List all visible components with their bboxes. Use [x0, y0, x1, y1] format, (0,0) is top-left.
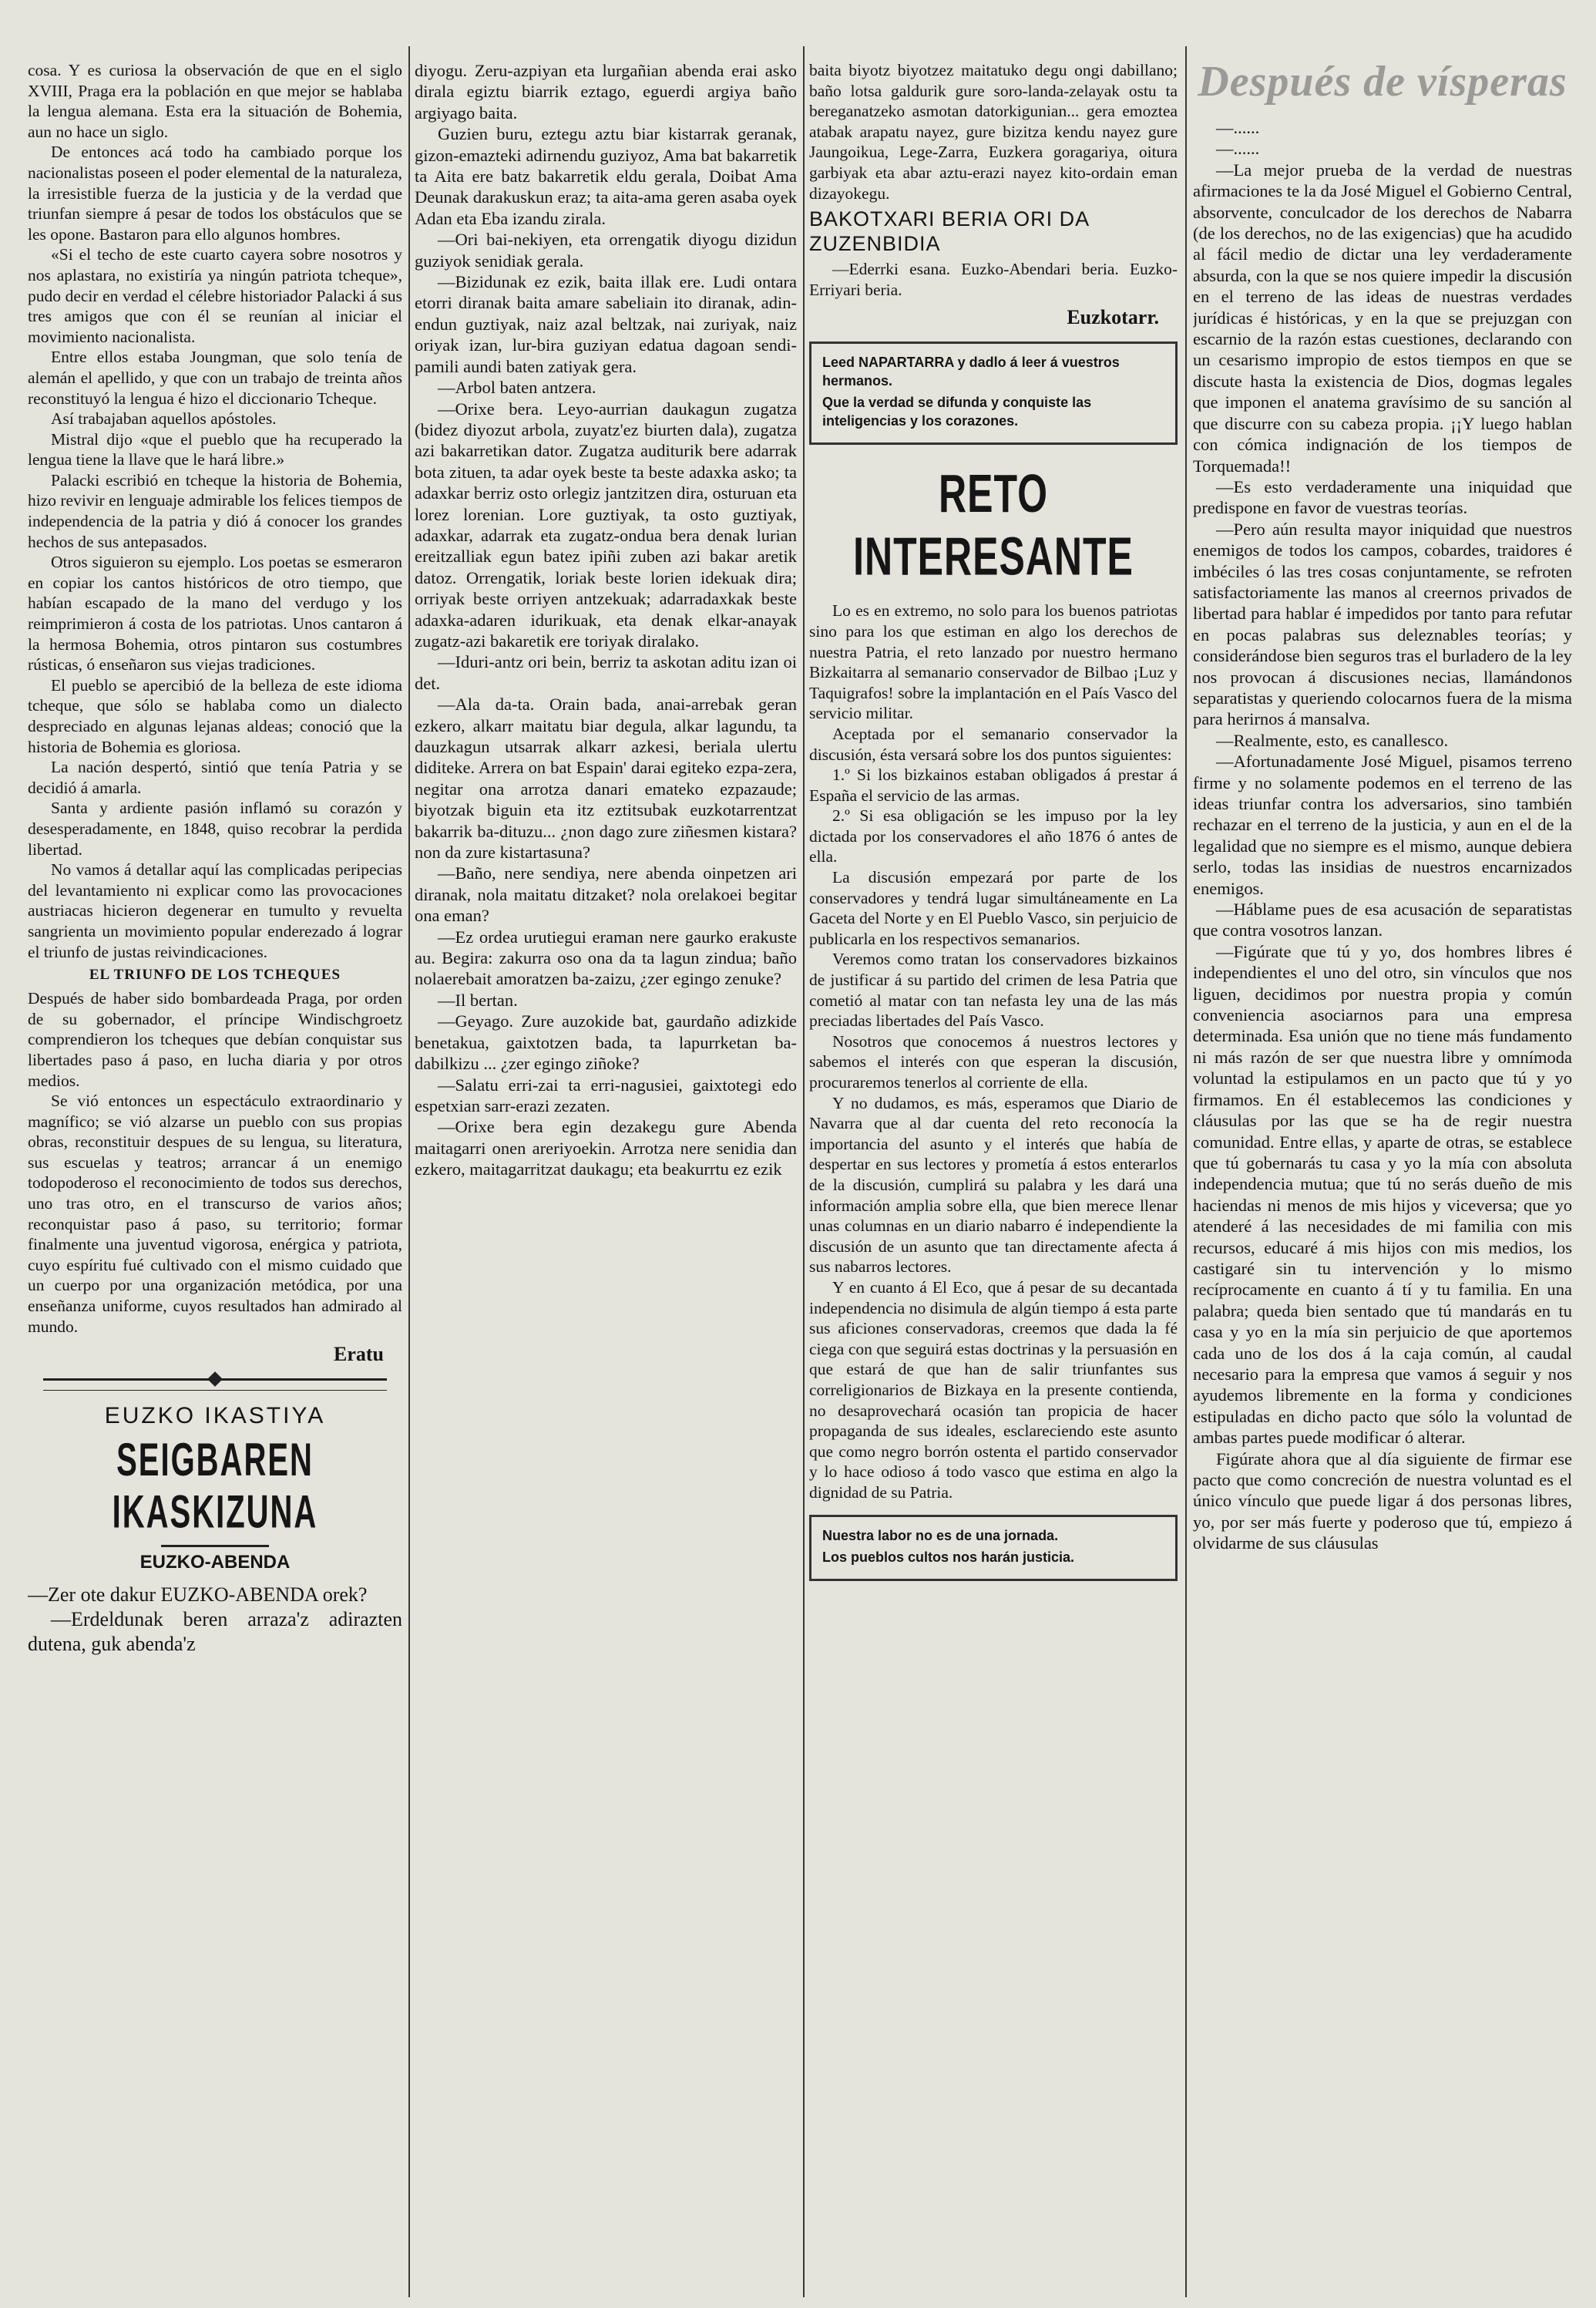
section-title: EUZKO IKASTIYA [104, 1403, 326, 1429]
article-paragraph: Veremos como tratan los conservadores bizkainos de justificar á su partido del crimen de lesa Patria que cometió al matar con tan nefasta ley una de las más preciadas libertades del País Vasco. [809, 950, 1178, 1031]
article-paragraph: 2.º Si esa obligación se les impuso por la ley dictada por los conservadores el año 1876 ó antes de ella. [809, 806, 1178, 866]
article-paragraph: Aceptada por el semanario conservador la discusión, ésta versará sobre los dos puntos siguientes: [809, 724, 1178, 764]
column-rule [1185, 46, 1187, 2297]
notice-line: Nuestra labor no es de una jornada. [822, 1528, 1059, 1544]
motto-caps: BAKOTXARI BERIA ORI DA ZUZENBIDIA [809, 207, 1089, 256]
column-rule [408, 46, 410, 2297]
article-paragraph: —Bizidunak ez ezik, baita illak ere. Ludi ontara etorri diranak baita amare sabeliain ito diranak, adin-endun guztiyak, naiz azal beltzak, nai zuriyak, naiz oriyak izan, lur-bira guziyan edatua dagoan sendi-pamili aundi baten zatiyak gera. [415, 272, 797, 376]
notice-box [809, 341, 1178, 445]
article-paragraph: Así trabajaban aquellos apóstoles. [51, 409, 277, 429]
article-paragraph: Guzien buru, eztegu aztu biar kistarrak geranak, gizon-emazteki adirnendu guziyoz, Ama bat bakarretik ta Aita ere batz bakarretik eldu gerala, Doibat Ama Deunak darakuskun eraz; ta aita-ama geren asaba oyek Adan eta Eba izandu zirala. [415, 124, 797, 228]
article-paragraph: Después de haber sido bombardeada Praga, por orden de su gobernador, el príncipe Windischgroetz comprendieron los tcheques que debían conquistar sus libertades paso á paso, en lucha diaria y por otros medios. [28, 989, 402, 1090]
article-paragraph: —Afortunadamente José Miguel, pisamos terreno firme y no solamente podemos en el terreno de las ideas triunfar contra los adversarios, sino también rechazar en el terreno de la justicia, y aun en el de la legalidad que no siempre es el mismo, aunque debiera serlo, todas las insidias de nuestros encarnizados enemigos. [1193, 752, 1572, 898]
article-paragraph: cosa. Y es curiosa la observación de que en el siglo XVIII, Praga era la población en que mejor se hablaba la lengua alemana. Esta era la situación de Bohemia, aun no hace un siglo. [28, 61, 402, 141]
article-paragraph: Figúrate ahora que al día siguiente de firmar ese pacto que como concreción de nuestra voluntad es el único vínculo que puede ligar á dos personas libres, yo, por ser más fuerte y poderoso que tú, empiezo á olvidarme de sus cláusulas [1193, 1448, 1572, 1553]
notice-line: Leed NAPARTARRA y dadlo á leer á vuestros hermanos. [822, 355, 1120, 389]
article-paragraph: 1.º Si los bizkainos estaban obligados á prestar á España el servicio de las armas. [809, 765, 1178, 805]
column-1 [28, 60, 402, 2296]
article-paragraph: —Ori bai-nekiyen, eta orrengatik diyogu dizidun guziyok senidiak gerala. [415, 230, 797, 271]
dialogue-line: —...... [1216, 139, 1260, 159]
article-paragraph: El pueblo se apercibió de la belleza de este idioma tcheque, que sólo se hablaba como un dialecto despreciado en algunas lejanas aldeas; conoció que la historia de Bohemia es gloriosa. [28, 675, 402, 756]
article-paragraph: —Ez ordea urutiegui eraman nere gaurko erakuste au. Begira: zakurra oso ona da ta lagun zindua; baño nolaerebait amoratzen ba-zaizu, ¿zer egingo zenuke? [415, 927, 797, 989]
article-paragraph: —Arbol baten antzera. [438, 378, 596, 398]
lesson-title: SEIGBAREN IKASKIZUNA [112, 1435, 318, 1539]
article-paragraph: —Es esto verdaderamente una iniquidad que predispone en favor de vuestras teorías. [1193, 476, 1572, 518]
dialogue-line: —Zer ote dakur EUZKO-ABENDA orek? [28, 1583, 368, 1607]
article-paragraph: La discusión empezará por parte de los conservadores y tendrá lugar simultáneamente en La Gaceta del Norte y en El Pueblo Vasco, sin perjuicio de publicarla en los respectivos semanarios. [809, 868, 1178, 948]
article-paragraph: —Iduri-antz ori bein, berriz ta askotan aditu izan oi det. [415, 652, 797, 693]
notice-line: Los pueblos cultos nos harán justicia. [822, 1549, 1075, 1566]
article-paragraph: diyogu. Zeru-azpiyan eta lurgañian abenda erai asko dirala egiztu biarrik eztago, eguerdi argiya baño argiyago baita. [415, 61, 797, 123]
article-paragraph: —Orixe bera egin dezakegu gure Abenda maitagarri onen areriyoekin. Arrotza nere senidia dan ezkero, maitagarritzat daukagu; eta beakurrtu ez ezik [415, 1117, 797, 1179]
article-paragraph: —La mejor prueba de la verdad de nuestras afirmaciones te la da José Miguel el Gobierno Central, absorvente, conculcador de los derechos de Nabarra (de los derechos, no de las exigencias) que ha acudido al fácil medio de dictar una ley verdaderamente absurda, con la que se nos quiere impedir la discusión en el terreno de las ideas de nuestras verdades jurídicas é históricas, y en la que se prejuzgan con escarnio de la razón estas cuestiones, declarando con un cesarismo impropio de estos tiempos en que se discute hasta la existencia de Dios, dogmas legales que imponen el anatema gravísimo de su sanción al que discurre con su cabeza propia. ¡¡Y luego hablan con cómica indignación de los tiempos de Torquemada!! [1193, 160, 1572, 476]
column-2 [415, 60, 797, 2296]
article-paragraph: «Si el techo de este cuarto cayera sobre nosotros y nos aplastara, no existiría ya ningún patriota tcheque», pudo decir en verdad el célebre historiador Palacki á sus tres amigos que con él se reunían al iniciar el movimiento nacionalista. [28, 245, 402, 346]
article-paragraph: Entre ellos estaba Joungman, que solo tenía de alemán el apellido, y que con un trabajo de treinta años reconstituyó la lengua é hizo el diccionario Tcheque. [28, 348, 402, 408]
article-paragraph: Lo es en extremo, no solo para los buenos patriotas sino para los que estiman en algo los derechos de nuestra Patria, el reto lanzado por nuestro hermano Bizkaitarra al semanario conservador de Bilbao ¡Luz y Taquigrafos! sobre la implantación en el País Vasco del servicio militar. [809, 601, 1178, 723]
section-heading: EL TRIUNFO DE LOS TCHEQUES [89, 967, 341, 984]
article-paragraph: Y no dudamos, es más, esperamos que Diario de Navarra que al dar cuenta del reto reconocía la importancia del asunto y el interés que había de despertar en sus lectores y prometía á estos enterarlos de la discusión, cumplirá su palabra y les dará una información amplia sobre ella, que bien merece llenar unas columnas en un diario nabarro é independiente la discusión de un asunto que tan directamente afecta á sus nabarros lectores. [809, 1093, 1178, 1277]
article-paragraph: —Salatu erri-zai ta erri-nagusiei, gaixtotegi edo espetxian sarr-erazi zezaten. [415, 1075, 797, 1115]
dialogue-line: —Erdeldunak beren arraza'z adirazten dutena, guk abenda'z [28, 1608, 402, 1656]
article-paragraph: Palacki escribió en tcheque la historia de Bohemia, hizo revivir en lenguaje admirable los felices tiempos de independencia de la patria y dió á conocer los grandes hechos de sus antepasados. [28, 470, 402, 551]
article-paragraph: —Orixe bera. Leyo-aurrian daukagun zugatza (bidez diyozut arbola, zuyatz'ez biurten dala), zugatza azi bakarretikan dator. Zugatza auditurik bere adarrak bota zituen, ta adar oyek beste ta beste adaxka asko; ta adaxkar berriz osto orlegiz jantzitzen dira, osturuan eta lorez lorenian. Lore guztiyak, ta osto guztiyak, adaxkar, adarrak eta zugatz-ondua bera denak lurian ereitzalliak egun batez ipiñi zuben azi bakar aretik datoz. Orrengatik, loriak beste lorien idekuak dira; orriyak beste orriyen antzekuak; adarradaxkak beste adaxka-adaren idurikuak, eta denak elkar-anayak zugatz-azi bakaretik ere toriyak diralako. [415, 399, 797, 651]
article-paragraph: —Ala da-ta. Orain bada, anai-arrebak geran ezkero, alkarr maitatu biar degula, alkar lagundu, ta dauzkagun utsarrak alkarr azkesi, beriala ulertu diditeke. Arrera on bat Espain' darai egiteko ezpa-zera, negitar ona arrotza danari emateko ezpazaude; biyotzak biguin eta itz eztitsubak euzkotarrentzat bakarrik ba-dituzu... ¿non dago zure ziñesmen kistara? non da zure kistartasuna? [415, 695, 797, 863]
column-rule [803, 46, 805, 2297]
notice-line: Que la verdad se difunda y conquiste las inteligencias y los corazones. [822, 395, 1092, 429]
divider [161, 1545, 269, 1547]
article-paragraph: Santa y ardiente pasión inflamó su corazón y desesperadamente, en 1848, quiso recobrar la perdida libertad. [28, 799, 402, 859]
article-paragraph: Nosotros que conocemos á nuestros lectores y sabemos el interés con que esperan la discusión, procuraremos tenerlos al corriente de ella. [809, 1031, 1178, 1092]
article-paragraph: —Pero aún resulta mayor iniquidad que nuestros enemigos de todos los campos, cobardes, traidores é imbéciles ó las tres cosas conjuntamente, se refroten satisfactoriamente las manos al creernos privados de libertad para hablar é impedidos por tanto para refutar en pocas palabras sus deleznables teorías; y considerándose bien seguros tras el burladero de la ley nos provocan á discusiones necias, llamándonos separatistas y queriendo colocarnos fuera de la misma para herirnos á mansalva. [1193, 519, 1572, 729]
article-paragraph: De entonces acá todo ha cambiado porque los nacionalistas poseen el poder elemental de la naturaleza, la irresistible fuerza de la justicia y de la verdad que triunfan siempre á pesar de todos los obstáculos que se les opone. Bastaron para ello algunos hombres. [28, 143, 402, 244]
article-paragraph: Y en cuanto á El Eco, que á pesar de su decantada independencia no disimula de algún tiempo á esta parte sus aficiones conservadoras, creemos que dada la fé ciega con que seguirá estas doctrinas y la persuasión en que estará de que han de salir triunfantes sus correligionarios de Bizkaya en la presente contienda, no desaprovechará ocasión tan propicia de hacer propaganda de sus ideales, esclareciendo este asunto que como negro borrón ostenta el partido conservador y lo hace odioso á todo vasco que estima en algo la dignidad de su Patria. [809, 1277, 1178, 1502]
article-paragraph: —Geyago. Zure auzokide bat, gaurdaño adizkide benetakua, gaixtotzen bada, ta lapurrketan ba-dabilkizu ... ¿zer egingo ziñoke? [415, 1011, 797, 1074]
article-paragraph: baita biyotz biyotzez maitatuko degu ongi dabillano; baño lotsa galdurik gure soro-landa-zelayak ostu ta bereganatzeko asmotan datorkigunian... gera emoztea atabak arapatu nayez, gure bizitza kendu nayez gure Jaungoikua, Lege-Zarra, Euzkera goragariya, oitura garbiyak eta abar aztu-erazi nayez kito-ordain eman dizayokegu. [809, 61, 1178, 203]
article-paragraph: —Háblame pues de esa acusación de separatistas que contra vosotros lanzan. [1193, 900, 1572, 940]
column-4 [1193, 60, 1572, 2296]
ornament-divider [43, 1378, 387, 1391]
lesson-subtitle: EUZKO-ABENDA [139, 1552, 291, 1573]
article-paragraph: —Ederrki esana. Euzko-Abendari beria. Euzko-Erriyari beria. [809, 260, 1178, 299]
notice-box [809, 1515, 1178, 1581]
article-paragraph: Se vió entonces un espectáculo extraordinario y magnífico; se vió alzarse un pueblo con sus propias obras, reconstituir despues de su lengua, su literatura, sus escuelas y teatros; arrancar á un enemigo todopoderoso el reconocimiento de todos sus derechos, uno tras otro, en el transcurso de varios años; reconquistar paso á paso, su territorio; formar finalmente una juventud vigorosa, enérgica y patriota, cuyo espíritu fué cultivado con el mismo cuidado que un cuerpo por una organización metódica, por una enseñanza uniforme, cuyos resultados han admirado al mundo. [28, 1092, 402, 1336]
article-paragraph: No vamos á detallar aquí las complicadas peripecias del levantamiento ni explicar como las provocaciones austriacas hicieron degenerar en tumulto y revuelta sangrienta un movimiento popular enderezado á lograr el triunfo de justas reivindicaciones. [28, 860, 402, 961]
article-headline: RETO INTERESANTE [853, 463, 1134, 587]
author-signature: Euzkotarr. [1067, 306, 1159, 329]
article-paragraph: Mistral dijo «que el pueblo que ha recuperado la lengua tiene la llave que le hará libre.» [28, 429, 402, 469]
article-paragraph: —Realmente, esto, es canallesco. [1216, 730, 1449, 750]
article-paragraph: —Baño, nere sendiya, nere abenda oinpetzen ari diranak, nola maitatu ditzaket? nola orelakoei begitar ona eman? [415, 863, 797, 926]
article-paragraph: —Il bertan. [438, 990, 518, 1010]
article-paragraph: La nación despertó, sintió que tenía Patria y se decidió á amarla. [28, 758, 402, 797]
column-masthead: Después de vísperas [1198, 60, 1567, 106]
article-paragraph: —Figúrate que tú y yo, dos hombres libres é independientes el uno del otro, sin vínculos que nos liguen, decidimos por nuestra propia y común conveniencia asociarnos para una empresa determinada. Esa unión que no tiene más fundamento ni más razón de ser que nuestra libre y omnímoda voluntad la estipulamos en un pacto que tú y yo firmamos. En él establecemos las condiciones y cláusulas por las que se ha de regir nuestra comunidad. Entre ellas, y aparte de otras, se establece que tú gobernarás tu casa y yo la mía con absoluta independencia mutua; que tú no serás dueño de mis haciendas ni menos de mis hijos y viceversa; que yo atenderé á las necesidades de mi familia con mis recursos, educaré á mis hijos con mis medios, los castigaré sin tu intervención y lo mismo recíprocamente en cuanto á tí y tu familia. En una palabra; queda bien sentado que tú mandarás en tu casa y yo en la mía sin perjuicio de que aportemos cada uno de los dos á la caja común, al caudal necesario para la empresa que vamos á seguir y nos ayudemos libremente en la forma y condiciones estipuladas en dicho pacto que sólo la voluntad de ambas partes puede modificar ó alterar. [1193, 941, 1572, 1448]
dialogue-line: —...... [1216, 118, 1260, 137]
author-signature: Eratu [334, 1343, 384, 1366]
article-paragraph: Otros siguieron su ejemplo. Los poetas se esmeraron en copiar los cantos históricos de otro tiempo, que habían escapado de la mano del verdugo y los reimprimieron á costa de los patriotas. Unos cantaron á la hermosa Bohemia, otros pintaron sus costumbres rústicas, ó enseñaron sus viejas tradiciones. [28, 553, 402, 675]
column-3 [809, 60, 1178, 2296]
